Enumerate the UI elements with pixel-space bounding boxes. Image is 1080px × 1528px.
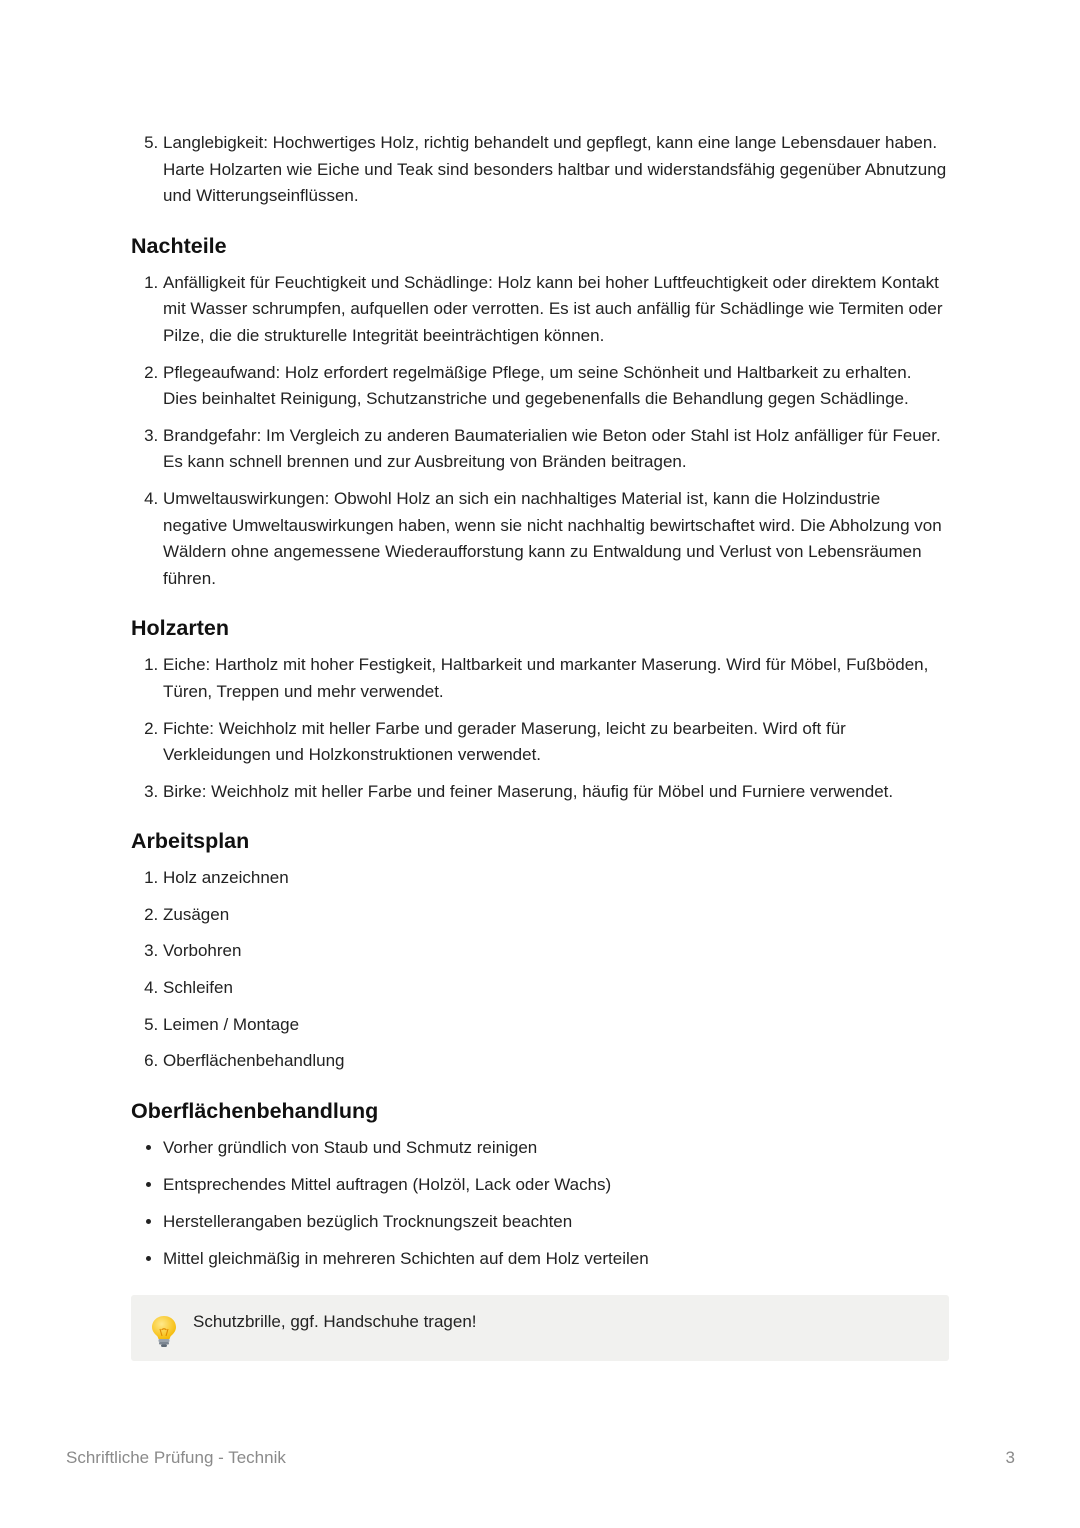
list-item: 3. Birke: Weichholz mit heller Farbe und feiner Maserung, häufig für Möbel und Furniere verwendet. bbox=[163, 779, 949, 806]
list-item: 1. Holz anzeichnen bbox=[163, 865, 949, 892]
callout-text: Schutzbrille, ggf. Handschuhe tragen! bbox=[193, 1311, 477, 1331]
list-item: • Entsprechendes Mittel auftragen (Holzöl, Lack oder Wachs) bbox=[163, 1172, 949, 1199]
list-item: 3. Vorbohren bbox=[163, 938, 949, 965]
arbeitsplan-list bbox=[131, 865, 949, 1075]
section-heading-arbeitsplan: Arbeitsplan bbox=[131, 829, 250, 854]
list-item: 3. Brandgefahr: Im Vergleich zu anderen Baumaterialien wie Beton oder Stahl ist Holz anfälliger für Feuer. Es kann schnell brennen und zur Ausbreitung von Bränden beitragen. bbox=[163, 423, 949, 476]
callout-box bbox=[131, 1295, 949, 1361]
section-heading-holzarten: Holzarten bbox=[131, 616, 229, 641]
list-item: 2. Zusägen bbox=[163, 902, 949, 929]
list-item: • Herstellerangaben bezüglich Trocknungszeit beachten bbox=[163, 1209, 949, 1236]
section-heading-nachteile: Nachteile bbox=[131, 233, 227, 258]
list-item: 1. Eiche: Hartholz mit hoher Festigkeit, Haltbarkeit und markanter Maserung. Wird für Möbel, Fußböden, Türen, Treppen und mehr verwendet. bbox=[163, 652, 949, 705]
list-item: 2. Fichte: Weichholz mit heller Farbe und gerader Maserung, leicht zu bearbeiten. Wird oft für Verkleidungen und Holzkonstruktionen verwendet. bbox=[163, 716, 949, 769]
advantages-list-continued bbox=[131, 130, 949, 210]
list-item: 5. Leimen / Montage bbox=[163, 1012, 949, 1039]
nachteile-list bbox=[131, 270, 949, 593]
list-item: • Vorher gründlich von Staub und Schmutz reinigen bbox=[163, 1135, 949, 1162]
list-item: 5. Langlebigkeit: Hochwertiges Holz, richtig behandelt und gepflegt, kann eine lange Lebensdauer haben. Harte Holzarten wie Eiche und Teak sind besonders haltbar und widerstandsfähig gegenüber Abnutzung und Witterungseinflüssen. bbox=[163, 130, 949, 210]
list-item: 6. Oberflächenbehandlung bbox=[163, 1048, 949, 1075]
list-item: • Mittel gleichmäßig in mehreren Schichten auf dem Holz verteilen bbox=[163, 1246, 949, 1273]
section-heading-oberflaechenbehandlung: Oberflächenbehandlung bbox=[131, 1098, 379, 1123]
list-item: 4. Schleifen bbox=[163, 975, 949, 1002]
list-item: 2. Pflegeaufwand: Holz erfordert regelmäßige Pflege, um seine Schönheit und Haltbarkeit zu erhalten. Dies beinhaltet Reinigung, Schutzanstriche und gegebenenfalls die Behandlung gegen Schädlinge. bbox=[163, 360, 949, 413]
page-number: 3 bbox=[1005, 1448, 1015, 1467]
holzarten-list bbox=[131, 652, 949, 805]
list-item: 1. Anfälligkeit für Feuchtigkeit und Schädlinge: Holz kann bei hoher Luftfeuchtigkeit oder direktem Kontakt mit Wasser schrumpfen, aufquellen oder verrotten. Es ist auch anfällig für Schädlinge wie Termiten oder Pilze, die die strukturelle Integrität beeinträchtigen können. bbox=[163, 270, 949, 350]
list-item: 4. Umweltauswirkungen: Obwohl Holz an sich ein nachhaltiges Material ist, kann die Holzindustrie negative Umweltauswirkungen haben, wenn sie nicht nachhaltig bewirtschaftet wird. Die Abholzung von Wäldern ohne angemessene Wiederaufforstung kann zu Entwaldung und Verlust von Lebensräumen führen. bbox=[163, 486, 949, 592]
document-body bbox=[131, 130, 949, 1361]
oberflaechen-list bbox=[131, 1135, 949, 1273]
footer-title: Schriftliche Prüfung - Technik bbox=[66, 1448, 286, 1467]
lightbulb-icon bbox=[149, 1314, 179, 1348]
